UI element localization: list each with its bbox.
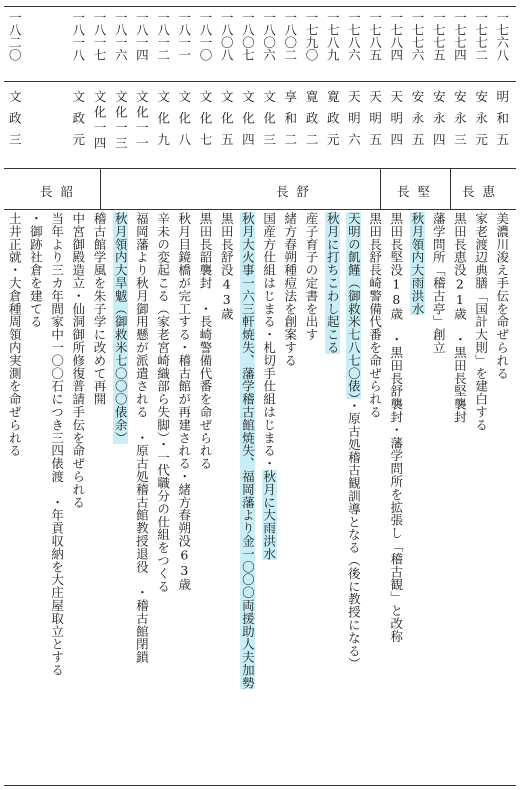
lord-divider xyxy=(450,168,451,209)
event-text xyxy=(177,212,192,591)
event-column xyxy=(452,212,468,784)
event-item: ・御跡社倉を建てる xyxy=(28,212,44,329)
year-cell: 一八一七 xyxy=(92,11,107,61)
event-text xyxy=(368,212,383,418)
event-column xyxy=(410,212,426,784)
event-column xyxy=(474,212,490,784)
event-text xyxy=(7,212,22,457)
event-text xyxy=(219,212,234,320)
event-item: 中宮御殿造立・仙洞御所修復普請手伝を命ぜられる xyxy=(70,212,86,509)
era-cell: 安永三 xyxy=(452,90,468,155)
highlighted-event: 秋月に打ちこわし起こる xyxy=(325,212,341,354)
chronology-table xyxy=(4,6,516,786)
event-text xyxy=(92,212,107,406)
event-column xyxy=(198,212,214,784)
year-cell: 一七七二 xyxy=(473,11,489,61)
event-item: 緒方春朔種痘法を創案する xyxy=(282,212,298,367)
event-item: 土井正就・大倉種周領内実測を命ぜられる xyxy=(7,212,23,458)
era-cell: 文政三 xyxy=(7,90,23,155)
era-cell: 安永五 xyxy=(410,90,425,155)
year-cell: 一八〇八 xyxy=(219,11,235,61)
lord-divider xyxy=(380,168,381,209)
event-column xyxy=(7,212,23,784)
event-item: 家老渡辺典膳「国計大則」を建白する xyxy=(473,212,489,432)
year-cell: 一七九〇 xyxy=(304,11,319,61)
table-top-rule xyxy=(4,6,516,7)
year-cell: 一八二〇 xyxy=(7,11,23,61)
event-column xyxy=(92,212,108,784)
era-cell: 文化三 xyxy=(261,90,277,155)
event-text xyxy=(240,212,255,689)
lord-name: 長堅 xyxy=(397,184,439,199)
era-cell: 文化四 xyxy=(240,90,256,155)
year-cell: 一八〇七 xyxy=(240,11,256,61)
event-column xyxy=(50,212,66,784)
event-text xyxy=(346,212,361,670)
event-column xyxy=(240,212,256,784)
event-item: 黒田長恵没21歳 ・黒田長堅襲封 xyxy=(452,212,468,424)
lord-name: 長韶 xyxy=(40,184,82,199)
event-text xyxy=(452,212,467,423)
year-cell: 一七七六 xyxy=(410,11,425,61)
era-cell: 享和二 xyxy=(282,90,298,155)
year-cell: 一八一〇 xyxy=(198,11,213,61)
year-era-divider xyxy=(4,81,516,82)
event-text xyxy=(28,212,43,328)
event-item: 美濃川浚え手伝を命ぜられる xyxy=(494,212,510,380)
era-cell: 文政元 xyxy=(70,90,86,155)
event-item: 当年より三カ年間家中一〇〇石につき三四俵渡 ・年貢収納を大庄屋取立とする xyxy=(49,212,65,677)
event-item: 福岡藩より秋月御用懸が派遣される ・原古処稽古館教授退役 ・稽古館閉鎖 xyxy=(134,212,150,664)
era-lord-divider xyxy=(4,168,516,169)
event-item: 稽古館学風を朱子学に改めて再開 xyxy=(92,212,107,406)
event-column xyxy=(346,212,362,784)
event-text xyxy=(50,212,65,676)
year-cell: 一七七四 xyxy=(452,11,468,61)
year-cell: 一八一一 xyxy=(176,11,192,61)
year-cell: 一七八四 xyxy=(388,11,404,61)
event-item: 黒田長舒長崎警備代番を命ぜられる xyxy=(367,212,383,419)
year-cell: 一八〇六 xyxy=(261,11,277,61)
table-bottom-rule xyxy=(4,785,516,786)
year-cell: 一八一二 xyxy=(155,11,171,61)
highlighted-event: 秋月大火事一六三軒焼失、藩学稽古館焼失、福岡藩より金一〇〇〇両援助人夫加勢 xyxy=(240,212,256,690)
event-text xyxy=(304,212,319,341)
event-item: 国産方仕組はじまる・札切手仕組はじまる・ xyxy=(261,212,277,470)
event-text xyxy=(262,212,277,560)
era-cell: 文化七 xyxy=(198,90,213,155)
year-cell: 一七八九 xyxy=(325,11,341,61)
lord-event-divider xyxy=(4,209,516,210)
highlighted-event: 天明の飢饉（御救米七八七〇俵） xyxy=(346,212,362,400)
event-column xyxy=(325,212,341,784)
event-item: 藩学問所「稽古亭」創立 xyxy=(431,212,447,354)
year-cell: 一八〇二 xyxy=(282,11,298,61)
era-cell: 文化九 xyxy=(155,90,171,155)
event-text xyxy=(283,212,298,367)
era-cell: 天明六 xyxy=(346,90,362,155)
event-column xyxy=(177,212,193,784)
event-text xyxy=(410,212,425,315)
era-cell: 安永元 xyxy=(473,90,489,155)
year-cell: 一七七五 xyxy=(431,11,447,61)
year-cell: 一八一四 xyxy=(134,11,150,61)
year-cell: 一七六八 xyxy=(494,11,510,61)
event-column xyxy=(134,212,150,784)
event-item: 秋月目鏡橋が完工する・稽古館が再建される・緒方春朔没63歳 xyxy=(176,212,192,592)
event-text xyxy=(474,212,489,431)
lord-name: 長舒 xyxy=(276,184,318,199)
event-text xyxy=(113,212,128,444)
event-column xyxy=(156,212,172,784)
event-column xyxy=(495,212,511,784)
year-cell: 一八一八 xyxy=(70,11,86,61)
event-column xyxy=(219,212,235,784)
event-text xyxy=(134,212,149,664)
year-cell: 一七八五 xyxy=(367,11,383,61)
event-item: ・原古処稽古観訓導となる（後に教授になる） xyxy=(346,399,362,671)
event-column xyxy=(113,212,129,784)
event-column xyxy=(262,212,278,784)
era-cell: 天明四 xyxy=(388,90,404,155)
era-cell: 天明五 xyxy=(367,90,383,155)
event-column xyxy=(389,212,405,784)
event-column xyxy=(304,212,320,784)
event-item: 産子育子の定書を出す xyxy=(304,212,319,341)
event-column xyxy=(368,212,384,784)
era-cell: 安永四 xyxy=(431,90,447,155)
highlighted-event: 秋月に大雨洪水 xyxy=(261,470,277,561)
lord-divider xyxy=(100,168,101,209)
event-item: 辛未の変起こる（家老宮崎織部ら失脚）・一代職分の仕組をつくる xyxy=(155,212,171,593)
event-text xyxy=(389,212,404,643)
era-cell: 文化八 xyxy=(176,90,192,155)
year-cell: 一七八六 xyxy=(346,11,362,61)
event-column xyxy=(431,212,447,784)
event-item: 黒田長韶襲封 ・長崎警備代番を命ぜられる xyxy=(198,212,213,470)
event-item: 黒田長堅没18歳 ・黒田長舒襲封・藩学問所を拡張し「稽古観」と改称 xyxy=(388,212,404,643)
event-text xyxy=(156,212,171,593)
event-column xyxy=(283,212,299,784)
highlighted-event: 秋月領内大雨洪水 xyxy=(410,212,425,316)
era-cell: 文化一一 xyxy=(134,90,150,152)
era-cell: 明和五 xyxy=(494,90,510,155)
event-text xyxy=(198,212,213,470)
lord-name: 長恵 xyxy=(462,184,504,199)
year-cell: 一八一六 xyxy=(113,11,129,61)
event-text xyxy=(431,212,446,354)
era-cell: 文化一四 xyxy=(92,90,107,152)
event-text xyxy=(495,212,510,380)
event-text xyxy=(71,212,86,509)
era-cell: 寛政二 xyxy=(304,90,319,155)
event-column xyxy=(71,212,87,784)
highlighted-event: 秋月領内大旱魃（御救米七〇〇〇俵余） xyxy=(113,212,129,445)
era-cell: 文化一三 xyxy=(113,90,129,152)
event-text xyxy=(325,212,340,354)
era-cell: 寛政元 xyxy=(325,90,341,155)
era-cell: 文化五 xyxy=(219,90,235,155)
event-column xyxy=(28,212,44,784)
event-item: 黒田長舒没43歳 xyxy=(219,212,235,321)
